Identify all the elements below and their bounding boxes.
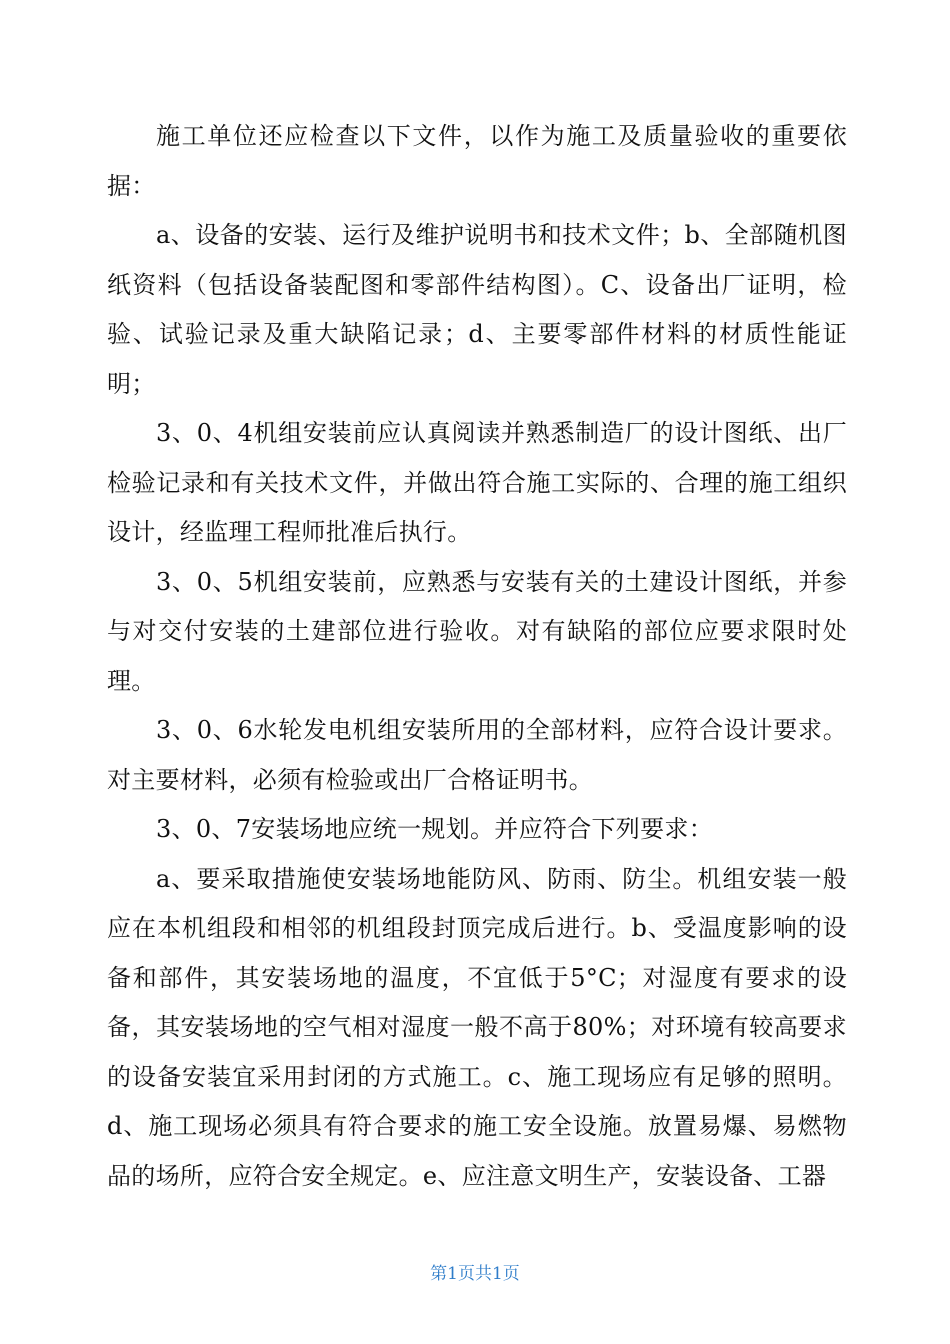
paragraph-5: 3、0、6水轮发电机组安装所用的全部材料，应符合设计要求。对主要材料，必须有检验或出厂合格证明书。: [107, 716, 847, 794]
page-number-footer: 第1页共1页: [430, 1264, 520, 1284]
paragraph-1: 施工单位还应检查以下文件，以作为施工及质量验收的重要依据：: [107, 122, 847, 200]
paragraph-6: 3、0、7安装场地应统一规划。并应符合下列要求：: [156, 815, 714, 843]
paragraph-3: 3、0、4机组安装前应认真阅读并熟悉制造厂的设计图纸、出厂检验记录和有关技术文件，并做出符合施工实际的、合理的施工组织设计，经监理工程师批准后执行。: [107, 419, 847, 546]
document-body: [107, 112, 847, 1201]
paragraph-2: a、设备的安装、运行及维护说明书和技术文件；b、全部随机图纸资料（包括设备装配图和零部件结构图）。C、设备出厂证明，检验、试验记录及重大缺陷记录；d、主要零部件材料的材质性能证明；: [107, 221, 847, 398]
paragraph-4: 3、0、5机组安装前，应熟悉与安装有关的土建设计图纸，并参与对交付安装的土建部位进行验收。对有缺陷的部位应要求限时处理。: [107, 567, 847, 695]
paragraph-7: a、要采取措施使安装场地能防风、防雨、防尘。机组安装一般应在本机组段和相邻的机组段封顶完成后进行。b、受温度影响的设备和部件，其安装场地的温度，不宜低于5°C；对湿度有要求的设备，其安装场地的空气相对湿度一般不高于80%；对环境有较高要求的设备安装宜采用封闭的方式施工。c、施工现场应有足够的照明。d、施工现场必须具有符合要求的施工安全设施。放置易爆、易燃物品的场所，应符合安全规定。e、应注意文明生产，安装设备、工器: [107, 864, 847, 1190]
